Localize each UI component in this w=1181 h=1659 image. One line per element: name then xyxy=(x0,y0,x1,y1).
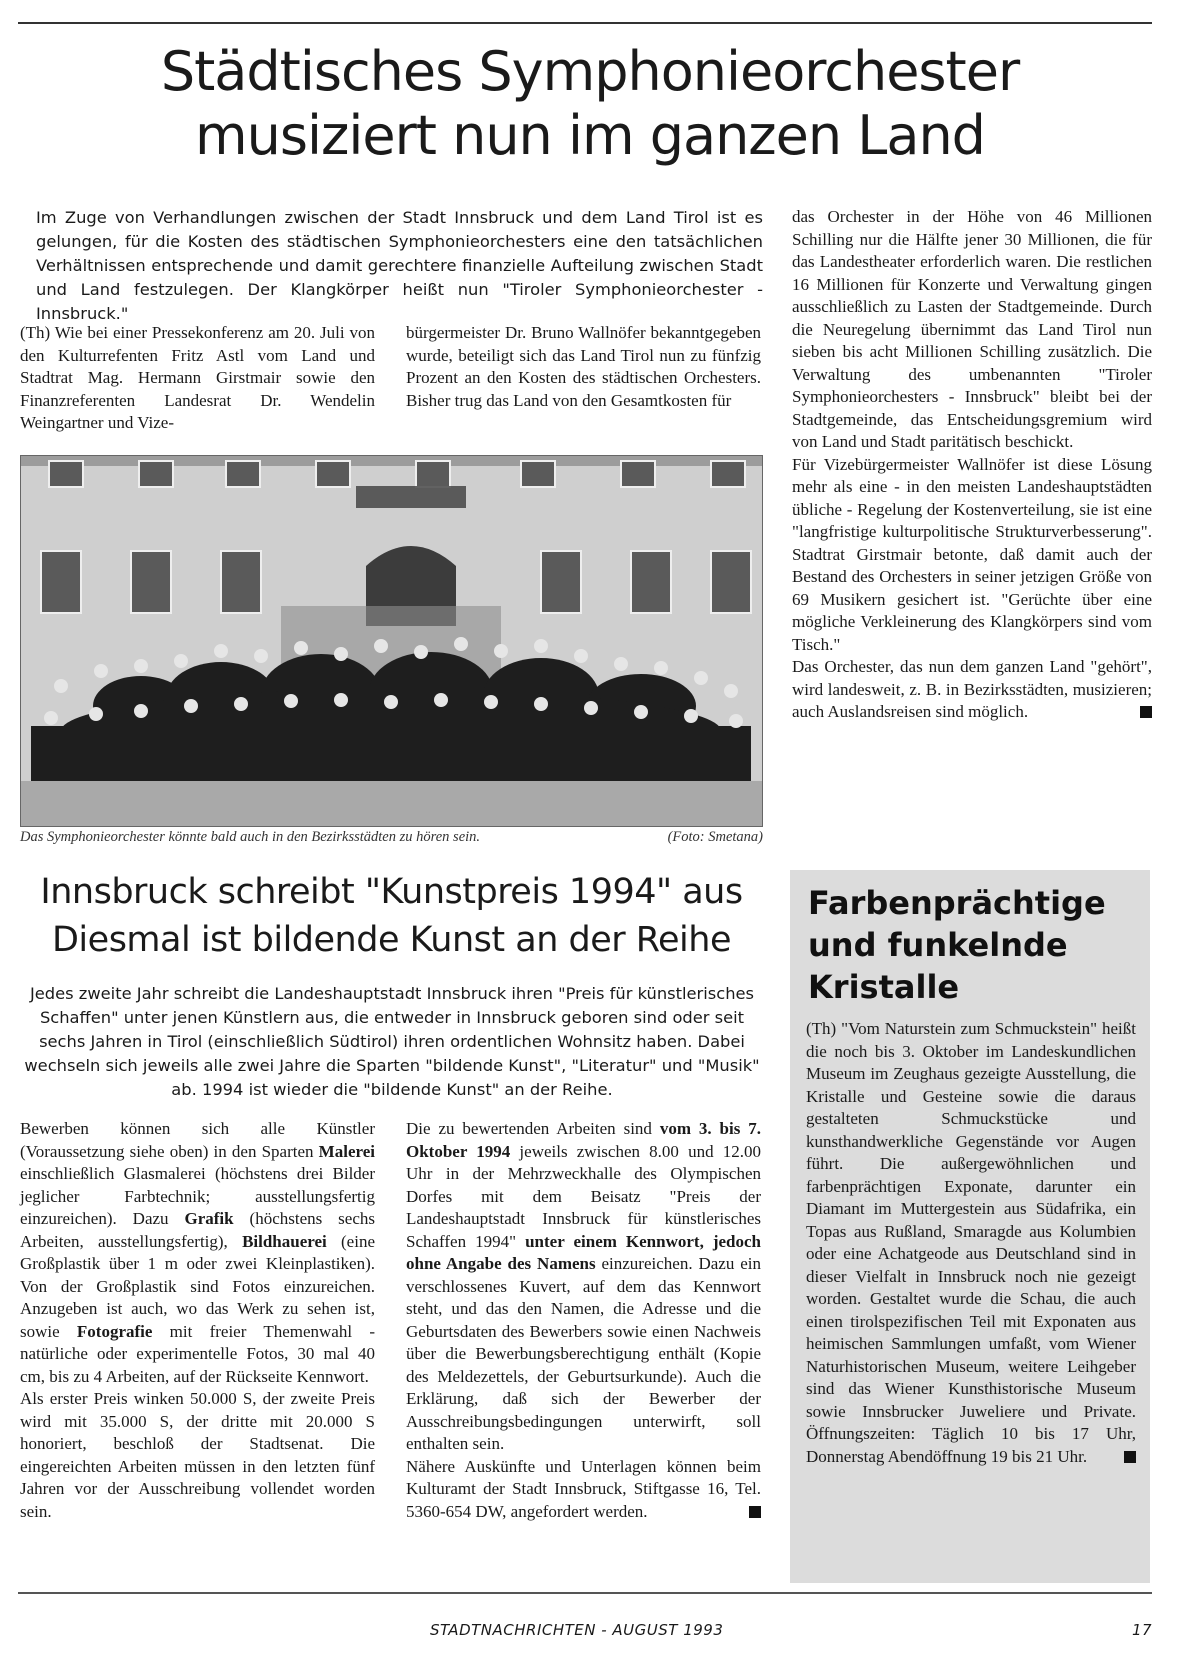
article-column-3 xyxy=(792,206,1152,724)
article-text: das Orchester in der Höhe von 46 Millionen Schilling nur die Hälfte jener 30 Millionen, die für das Landestheater erforderlich waren. Die restlichen 16 Millionen für Konzerte und Verwaltung gingen ausschließlich zu Lasten der Stadtgemeinde. Durch die Neuregelung übernimmt das Land Tirol nun sieben bis acht Millionen Schilling zusätzlich. Die Verwaltung des umbenannten "Tiroler Symphonieorchesters - Innsbruck" bleibt bei der Stadtgemeinde, das Entscheidungsgremium wird von Land und Stadt paritätisch beschickt. xyxy=(792,207,1152,451)
end-mark-icon xyxy=(1124,1451,1136,1463)
photo-caption xyxy=(20,827,763,847)
article-lead: Im Zuge von Verhandlungen zwischen der Stadt Innsbruck und dem Land Tirol ist es gelungen, für die Kosten des städtischen Symphonieorchesters eine den tatsächlichen Verhältnissen entsprechende und damit gerechtere finanzielle Aufteilung zwischen Stadt und Land festzulegen. Der Klangkörper heißt nun "Tiroler Symphonieorchester - Innsbruck." xyxy=(36,208,763,323)
article-text: Nähere Auskünfte und Unterlagen können beim Kulturamt der Stadt Innsbruck, Stiftgasse 16, Tel. 5360-654 DW, angefordert werden. xyxy=(406,1456,761,1521)
article-2-column-2: Die zu bewertenden Arbeiten sind vom 3. bis 7. Oktober 1994 jeweils zwischen 8.00 und 12.00 Uhr in der Mehrzweckhalle des Olympischen Dorfes mit dem Beisatz "Preis der Landeshauptstadt Innsbruck für künstlerisches Schaffen 1994" unter einem Kennwort, jedoch ohne Angabe des Namens einzureichen. Dazu ein verschlossenes Kuvert, auf dem das Kennwort steht, und das den Namen, die Adresse und die Geburtsdaten des Bewerbers sowie einen Nachweis über die Bewerbungsberechtigung enthält (Kopie des Meldezettels, der Geburtsurkunde). Auch die Erklärung, daß sich der Bewerber der Ausschreibungsbedingungen unterwirft, soll enthalten sein. Nähere Auskünfte und Unterlagen können beim Kulturamt der Stadt Innsbruck, Stiftgasse 16, Tel. 5360-654 DW, angefordert werden. xyxy=(406,1119,762,1521)
sidebar-text: (Th) "Vom Naturstein zum Schmuckstein" heißt die noch bis 3. Oktober im Landeskundlichen Museum im Zeughaus gezeigte Ausstellung, die Kristalle und Gesteine sowie die daraus gestalteten Schmuckstücke und kunsthandwerkliche Gegenstände vor Augen führt. Die außergewöhnlichen und farbenprächtigen Exponate, darunter ein Diamant im Muttergestein aus Südafrika, ein Topas aus Rußland, Smaragde aus Kolumbien oder eine Achatgeode aus Deutschland sind in dieser Vielfalt in Innsbruck noch nie gezeigt worden. Gestaltet wurde die Schau, die auch einen tirolspezifischen Teil mit Exponaten aus heimischen Sammlungen umfaßt, vom Wiener Naturhistorischen Museum, weitere Leihgeber sind das Wiener Kunsthistorische Museum sowie Innsbrucker Juweliere und Private. Öffnungszeiten: Täglich 10 bis 17 Uhr, Donnerstag Abendöffnung 19 bis 21 Uhr. xyxy=(806,1019,1136,1466)
article-text: Für Vizebürgermeister Wallnöfer ist diese Lösung mehr als eine - in den meisten Landeshauptstädten übliche - Regelung der Kostenverteilung, sie ist eine "langfristige kulturpolitische Strukturverbesserung". Stadtrat Girstmair betonte, daß damit auch der Bestand des Orchesters in seiner jetzigen Größe von 69 Musikern gesichert ist. "Gerüchte über eine mögliche Verkleinerung des Klangkörpers sind vom Tisch." xyxy=(792,454,1152,654)
sidebar-body xyxy=(806,1018,1136,1468)
orchestra-photo-illustration xyxy=(21,456,762,826)
sidebar-title: Farbenprächtige und funkelnde Kristalle xyxy=(808,884,1106,1006)
footer-page-number: 17 xyxy=(1132,1621,1153,1639)
article-text: (Th) Wie bei einer Pressekonferenz am 20. Juli von den Kulturrefenten Fritz Astl vom Land und Stadtrat Mag. Hermann Girstmair sowie den Finanzreferenten Landesrat Dr. Wendelin Weingartner und Vize- xyxy=(20,323,375,432)
end-mark-icon xyxy=(749,1506,761,1518)
sidebar-box xyxy=(790,870,1150,1583)
article-text: Als erster Preis winken 50.000 S, der zweite Preis wird mit 35.000 S, der dritte mit 20.000 S honoriert, beschloß der Stadtsenat. Die eingereichten Arbeiten müssen in den letzten fünf Jahren vor der Ausschreibung vollendet worden sein. xyxy=(20,1389,375,1521)
end-mark-icon xyxy=(1140,706,1152,718)
page-title: Städtisches Symphonieorchester musiziert nun im ganzen Land xyxy=(160,40,1020,167)
article-text: Das Orchester, das nun dem ganzen Land "gehört", wird landesweit, z. B. in Bezirksstädten, musizieren; auch Auslandsreisen sind möglich. xyxy=(792,657,1152,721)
bottom-rule xyxy=(18,1592,1152,1594)
footer-publication: STADTNACHRICHTEN - AUGUST 1993 xyxy=(430,1621,724,1639)
article-column-2 xyxy=(406,322,761,412)
article-column-1 xyxy=(20,322,375,435)
top-rule xyxy=(18,22,1152,24)
article-2-column-1: Bewerben können sich alle Künstler (Voraussetzung siehe oben) in den Sparten Malerei einschließlich Glasmalerei (höchstens drei Bilder jeglicher Farbtechnik; ausstellungsfertig einzureichen). Dazu Grafik (höchstens sechs Arbeiten, ausstellungsfertig), Bildhauerei (eine Großplastik über 1 m oder zwei Kleinplastiken). Von der Großplastik sind Fotos einzureichen. Anzugeben ist auch, wo das Werk zu sehen ist, sowie Fotografie mit freier Themenwahl - natürliche oder experimentelle Fotos, 30 mal 40 cm, bis zu 4 Arbeiten, auf der Rückseite Kennwort. Als erster Preis winken 50.000 S, der zweite Preis wird mit 35.000 S, der dritte mit 20.000 S honoriert, beschloß der Stadtsenat. Die eingereichten Arbeiten müssen in den letzten fünf Jahren vor der Ausschreibung vollendet worden sein. xyxy=(20,1118,375,1523)
orchestra-photo xyxy=(20,455,763,827)
caption-text: Das Symphonieorchester könnte bald auch in den Bezirksstädten zu hören sein. xyxy=(20,829,481,845)
article-2-lead: Jedes zweite Jahr schreibt die Landeshauptstadt Innsbruck ihren "Preis für künstlerisches Schaffen" unter jenen Künstlern aus, die entweder in Innsbruck geboren sind oder seit sechs Jahren in Tirol (einschließlich Südtirol) ihren ordentlichen Wohnsitz haben. Dabei wechseln sich jeweils alle zwei Jahre die Sparten "bildende Kunst", "Literatur" und "Musik" ab. 1994 ist wieder die "bildende Kunst" an der Reihe. xyxy=(24,984,760,1099)
article-2-title: Innsbruck schreibt "Kunstpreis 1994" aus Diesmal ist bildende Kunst an der Reihe xyxy=(40,872,743,960)
photo-credit: (Foto: Smetana) xyxy=(667,829,763,845)
article-text: bürgermeister Dr. Bruno Wallnöfer bekanntgegeben wurde, beteiligt sich das Land Tirol nun zu fünfzig Prozent an den Kosten des städtischen Orchesters. Bisher trug das Land von den Gesamtkosten für xyxy=(406,323,761,410)
